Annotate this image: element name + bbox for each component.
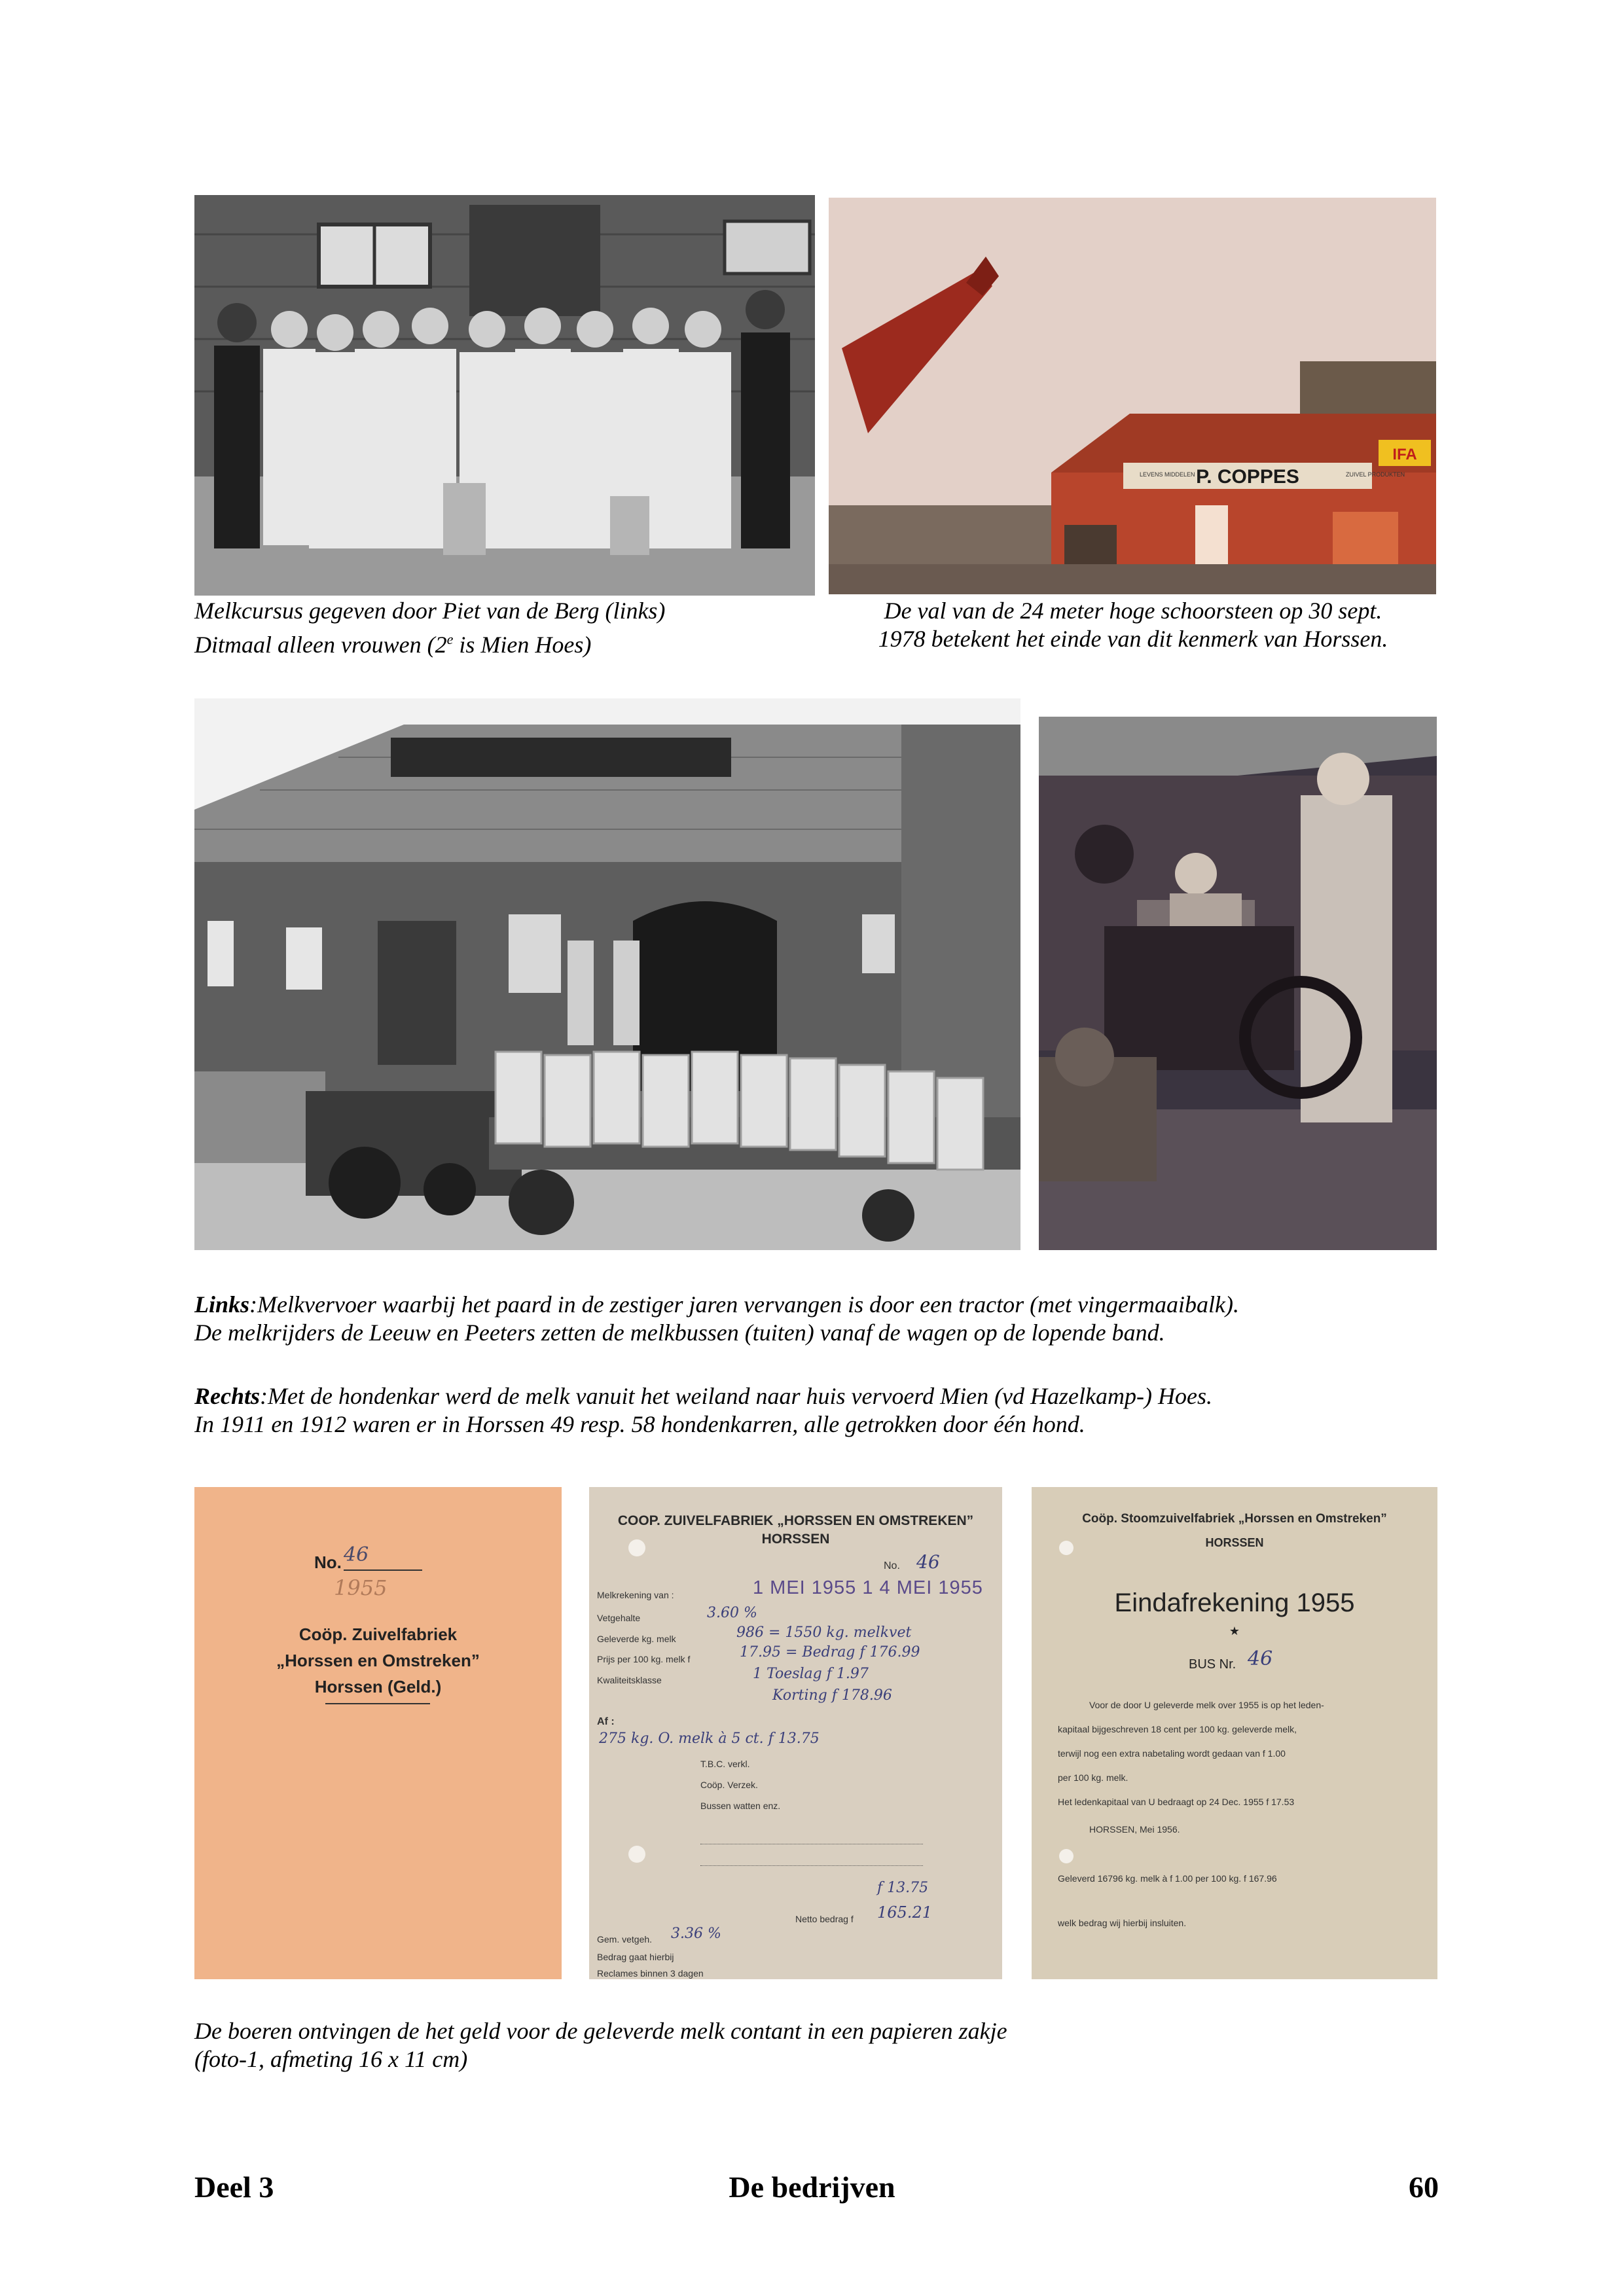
receipt-row-label-14: Gem. vetgeh. [597, 1934, 653, 1945]
statement-bus-label: BUS Nr. [1189, 1657, 1236, 1672]
text-links-line1: Links:Melkvervoer waarbij het paard in de zestiger jaren vervangen is door een tractor (met vingermaaibalk). [194, 1291, 1240, 1318]
sign-small-right: ZUIVEL PRODUKTEN [1346, 471, 1405, 478]
photo-milk-course [194, 195, 815, 596]
receipt-row-label-10: Coöp. Verzek. [700, 1780, 758, 1790]
receipt-row-label-2: Vetgehalte [597, 1613, 641, 1623]
caption-bottom-line2: (foto-1, afmeting 16 x 11 cm) [194, 2046, 468, 2072]
receipt-row-value-8: 275 kg. O. melk à 5 ct. f 13.75 [599, 1731, 820, 1747]
receipt-row-label-4: Prijs per 100 kg. melk f [597, 1654, 691, 1664]
ifa-sign: IFA [1392, 446, 1417, 463]
caption-photo2 [829, 597, 1437, 653]
receipt-no-value: 46 [916, 1551, 940, 1573]
receipt-row-label-5: Kwaliteitsklasse [597, 1675, 662, 1685]
receipt-row-label-16: Reclames binnen 3 dagen [597, 1968, 704, 1979]
receipt-row-value-4: 17.95 = Bedrag f 176.99 [740, 1644, 920, 1660]
receipt-row-label-7: Af : [597, 1716, 615, 1727]
text-rechts-line2: In 1911 en 1912 waren er in Horssen 49 resp. 58 hondenkarren, alle getrokken door één hond. [194, 1411, 1085, 1437]
statement-hole-top [1059, 1541, 1074, 1555]
statement-title: Eindafrekening 1955 [1114, 1588, 1355, 1617]
receipt-row-value-1: 1 MEI 1955 1 4 MEI 1955 [753, 1577, 983, 1598]
caption-photo1 [194, 597, 665, 659]
text-rechts [194, 1382, 1212, 1439]
envelope-line2: „Horssen en Omstreken” [276, 1651, 480, 1670]
receipt-row-value-14: 3.36 % [671, 1926, 721, 1942]
envelope-underline [325, 1703, 430, 1704]
paper-final-statement [1032, 1487, 1437, 1979]
envelope-line1: Coöp. Zuivelfabriek [298, 1624, 458, 1644]
statement-body-4: per 100 kg. melk. [1058, 1772, 1128, 1783]
photo-chimney-fall [829, 198, 1436, 594]
receipt-row-label-15: Bedrag gaat hierbij [597, 1952, 674, 1962]
receipt-row-label-9: T.B.C. verkl. [700, 1759, 750, 1769]
statement-bus-value: 46 [1248, 1647, 1273, 1670]
statement-body-2: kapitaal bijgeschreven 18 cent per 100 kg. geleverde melk, [1058, 1724, 1297, 1734]
text-links-line2: De melkrijders de Leeuw en Peeters zetten de melkbussen (tuiten) vanaf de wagen op de lopende band. [194, 1319, 1165, 1346]
statement-body-3: terwijl nog een extra nabetaling wordt gedaan van f 1.00 [1058, 1748, 1286, 1759]
statement-body-5: Het ledenkapitaal van U bedraagt op 24 Dec. 1955 f 17.53 [1058, 1797, 1295, 1807]
statement-closing: welk bedrag wij hierbij insluiten. [1058, 1918, 1187, 1928]
receipt-header1: COOP. ZUIVELFABRIEK „HORSSEN EN OMSTREKEN” [617, 1513, 974, 1528]
caption-bottom [194, 2017, 1007, 2073]
caption-bottom-line1: De boeren ontvingen de het geld voor de geleverde melk contant in een papieren zakje [194, 2018, 1007, 2044]
sign-small-left: LEVENS MIDDELEN [1140, 471, 1195, 478]
statement-hole-bottom [1059, 1849, 1074, 1863]
page-number: 60 [1409, 2170, 1439, 2204]
receipt-row-value-12: f 13.75 [877, 1880, 929, 1896]
statement-star: ★ [1229, 1624, 1240, 1638]
statement-delivered: Geleverd 16796 kg. melk à f 1.00 per 100 kg. f 167.96 [1058, 1873, 1277, 1884]
photo-dog-cart [1039, 717, 1437, 1250]
statement-place: HORSSEN, Mei 1956. [1089, 1824, 1180, 1835]
receipt-hole-top [628, 1539, 645, 1556]
caption-photo2-line1: De val van de 24 meter hoge schoorsteen op 30 sept. [884, 598, 1382, 624]
caption-photo2-line2: 1978 betekent het einde van dit kenmerk van Horssen. [878, 626, 1388, 652]
envelope-no-label: No. [314, 1552, 342, 1572]
receipt-row-label-1: Melkrekening van : [597, 1590, 674, 1600]
receipt-row-value-2: 3.60 % [707, 1605, 757, 1621]
receipt-row-value-6: Korting f 178.96 [772, 1687, 892, 1704]
statement-header1: Coöp. Stoomzuivelfabriek „Horssen en Omstreken” [1082, 1512, 1387, 1526]
receipt-row-value-13: 165.21 [877, 1903, 932, 1922]
receipt-blank-line-2 [700, 1865, 923, 1866]
footer-section: Deel 3 [194, 2170, 274, 2204]
receipt-row-value-3: 986 = 1550 kg. melkvet [736, 1624, 912, 1641]
photo-milk-transport-tractor [194, 698, 1020, 1250]
statement-header2: HORSSEN [1205, 1536, 1264, 1549]
coppes-sign: P. COPPES [1196, 466, 1299, 488]
envelope-line3: Horssen (Geld.) [314, 1677, 442, 1696]
paper-envelope [194, 1487, 562, 1979]
receipt-hole-bottom [628, 1846, 645, 1863]
envelope-no-underline [344, 1570, 422, 1571]
receipt-no-label: No. [884, 1560, 900, 1571]
paper-milk-receipt [589, 1487, 1002, 1979]
envelope-no-value: 46 [344, 1543, 369, 1566]
receipt-row-label-11: Bussen watten enz. [700, 1801, 781, 1811]
text-links [194, 1291, 1239, 1347]
statement-body-1: Voor de door U geleverde melk over 1955 is op het leden- [1089, 1700, 1324, 1710]
footer-chapter-title: De bedrijven [729, 2170, 895, 2204]
text-rechts-line1: Rechts:Met de hondenkar werd de melk vanuit het weiland naar huis vervoerd Mien (vd Hazelkamp-) Hoes. [194, 1383, 1212, 1409]
receipt-header2: HORSSEN [761, 1532, 830, 1547]
caption-photo1-line1: Melkcursus gegeven door Piet van de Berg (links) [194, 598, 666, 624]
caption-photo1-line2: Ditmaal alleen vrouwen (2e is Mien Hoes) [194, 631, 592, 658]
receipt-row-label-3: Geleverde kg. melk [597, 1634, 676, 1644]
receipt-row-value-5: 1 Toeslag f 1.97 [753, 1666, 869, 1682]
envelope-year: 1955 [334, 1575, 388, 1600]
receipt-row-label-13: Netto bedrag f [795, 1914, 854, 1924]
